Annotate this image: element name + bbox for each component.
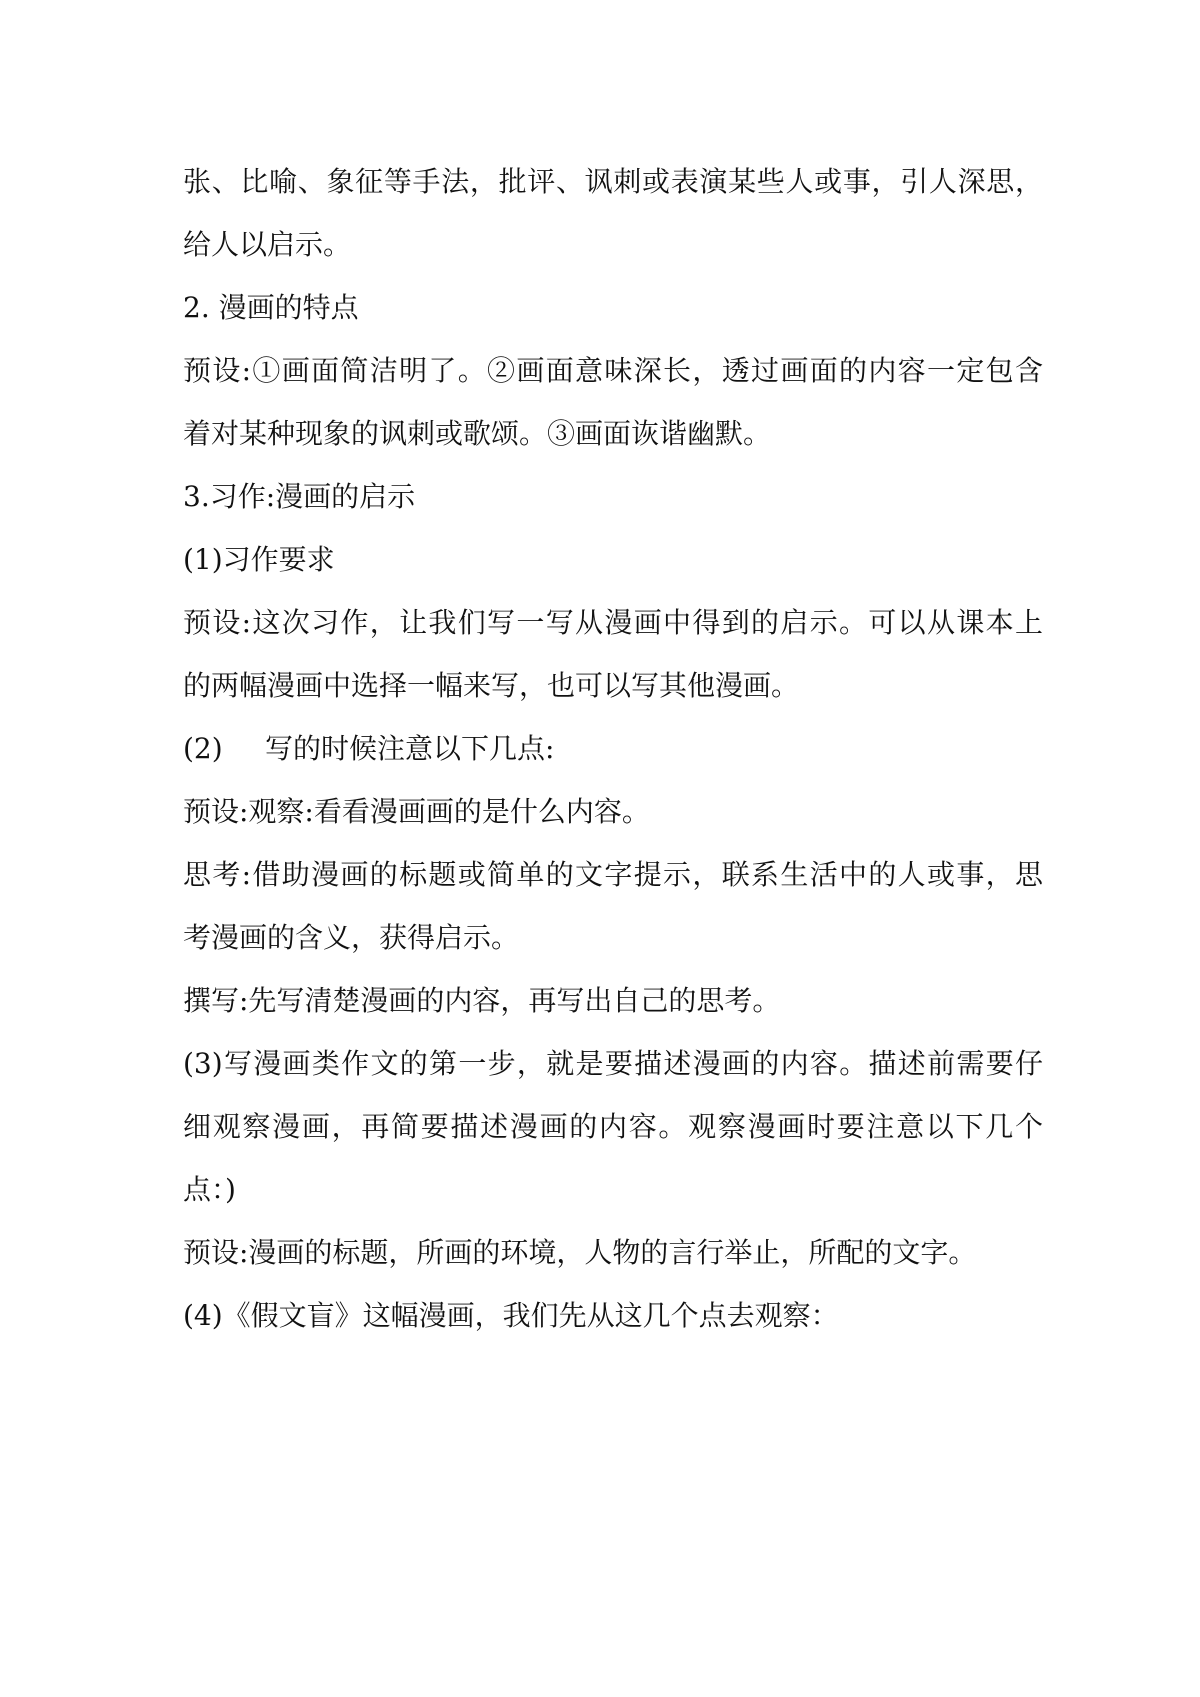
section-heading: 2. 漫画的特点 <box>183 291 359 324</box>
item-text: 写的时候注意以下几点: <box>265 732 555 765</box>
paragraph-line: 着对某种现象的讽刺或歌颂。③画面诙谐幽默。 <box>183 417 772 450</box>
paragraph-line: 预设:观察:看看漫画画的是什么内容。 <box>183 795 650 828</box>
paragraph-line: 张、比喻、象征等手法，批评、讽刺或表演某些人或事，引人深思， <box>183 165 1043 198</box>
paragraph-line: (3)写漫画类作文的第一步，就是要描述漫画的内容。描述前需要仔 <box>183 1047 1043 1080</box>
paragraph-line: 预设:①画面简洁明了。②画面意味深长，透过画面的内容一定包含 <box>183 354 1043 387</box>
paragraph-line: 撰写:先写清楚漫画的内容，再写出自己的思考。 <box>183 984 781 1017</box>
paragraph-line: 点：) <box>183 1173 236 1206</box>
document-page <box>183 150 1043 1347</box>
subsection-heading: (1)习作要求 <box>183 543 335 576</box>
paragraph-line: 细观察漫画，再简要描述漫画的内容。观察漫画时要注意以下几个 <box>183 1110 1043 1143</box>
item-number: (2) <box>183 732 223 765</box>
paragraph-line: 预设:这次习作，让我们写一写从漫画中得到的启示。可以从课本上 <box>183 606 1043 639</box>
paragraph-line: 思考:借助漫画的标题或简单的文字提示，联系生活中的人或事，思 <box>183 858 1043 891</box>
paragraph-line: 的两幅漫画中选择一幅来写，也可以写其他漫画。 <box>183 669 800 702</box>
section-heading: 3.习作:漫画的启示 <box>183 480 416 513</box>
paragraph-line: 考漫画的含义，获得启示。 <box>183 921 520 954</box>
paragraph-line: 预设:漫画的标题，所画的环境，人物的言行举止，所配的文字。 <box>183 1236 977 1269</box>
paragraph-line: 给人以启示。 <box>183 228 352 261</box>
subsection-heading <box>183 717 1043 780</box>
paragraph-line: (4)《假文盲》这幅漫画，我们先从这几个点去观察： <box>183 1299 839 1332</box>
